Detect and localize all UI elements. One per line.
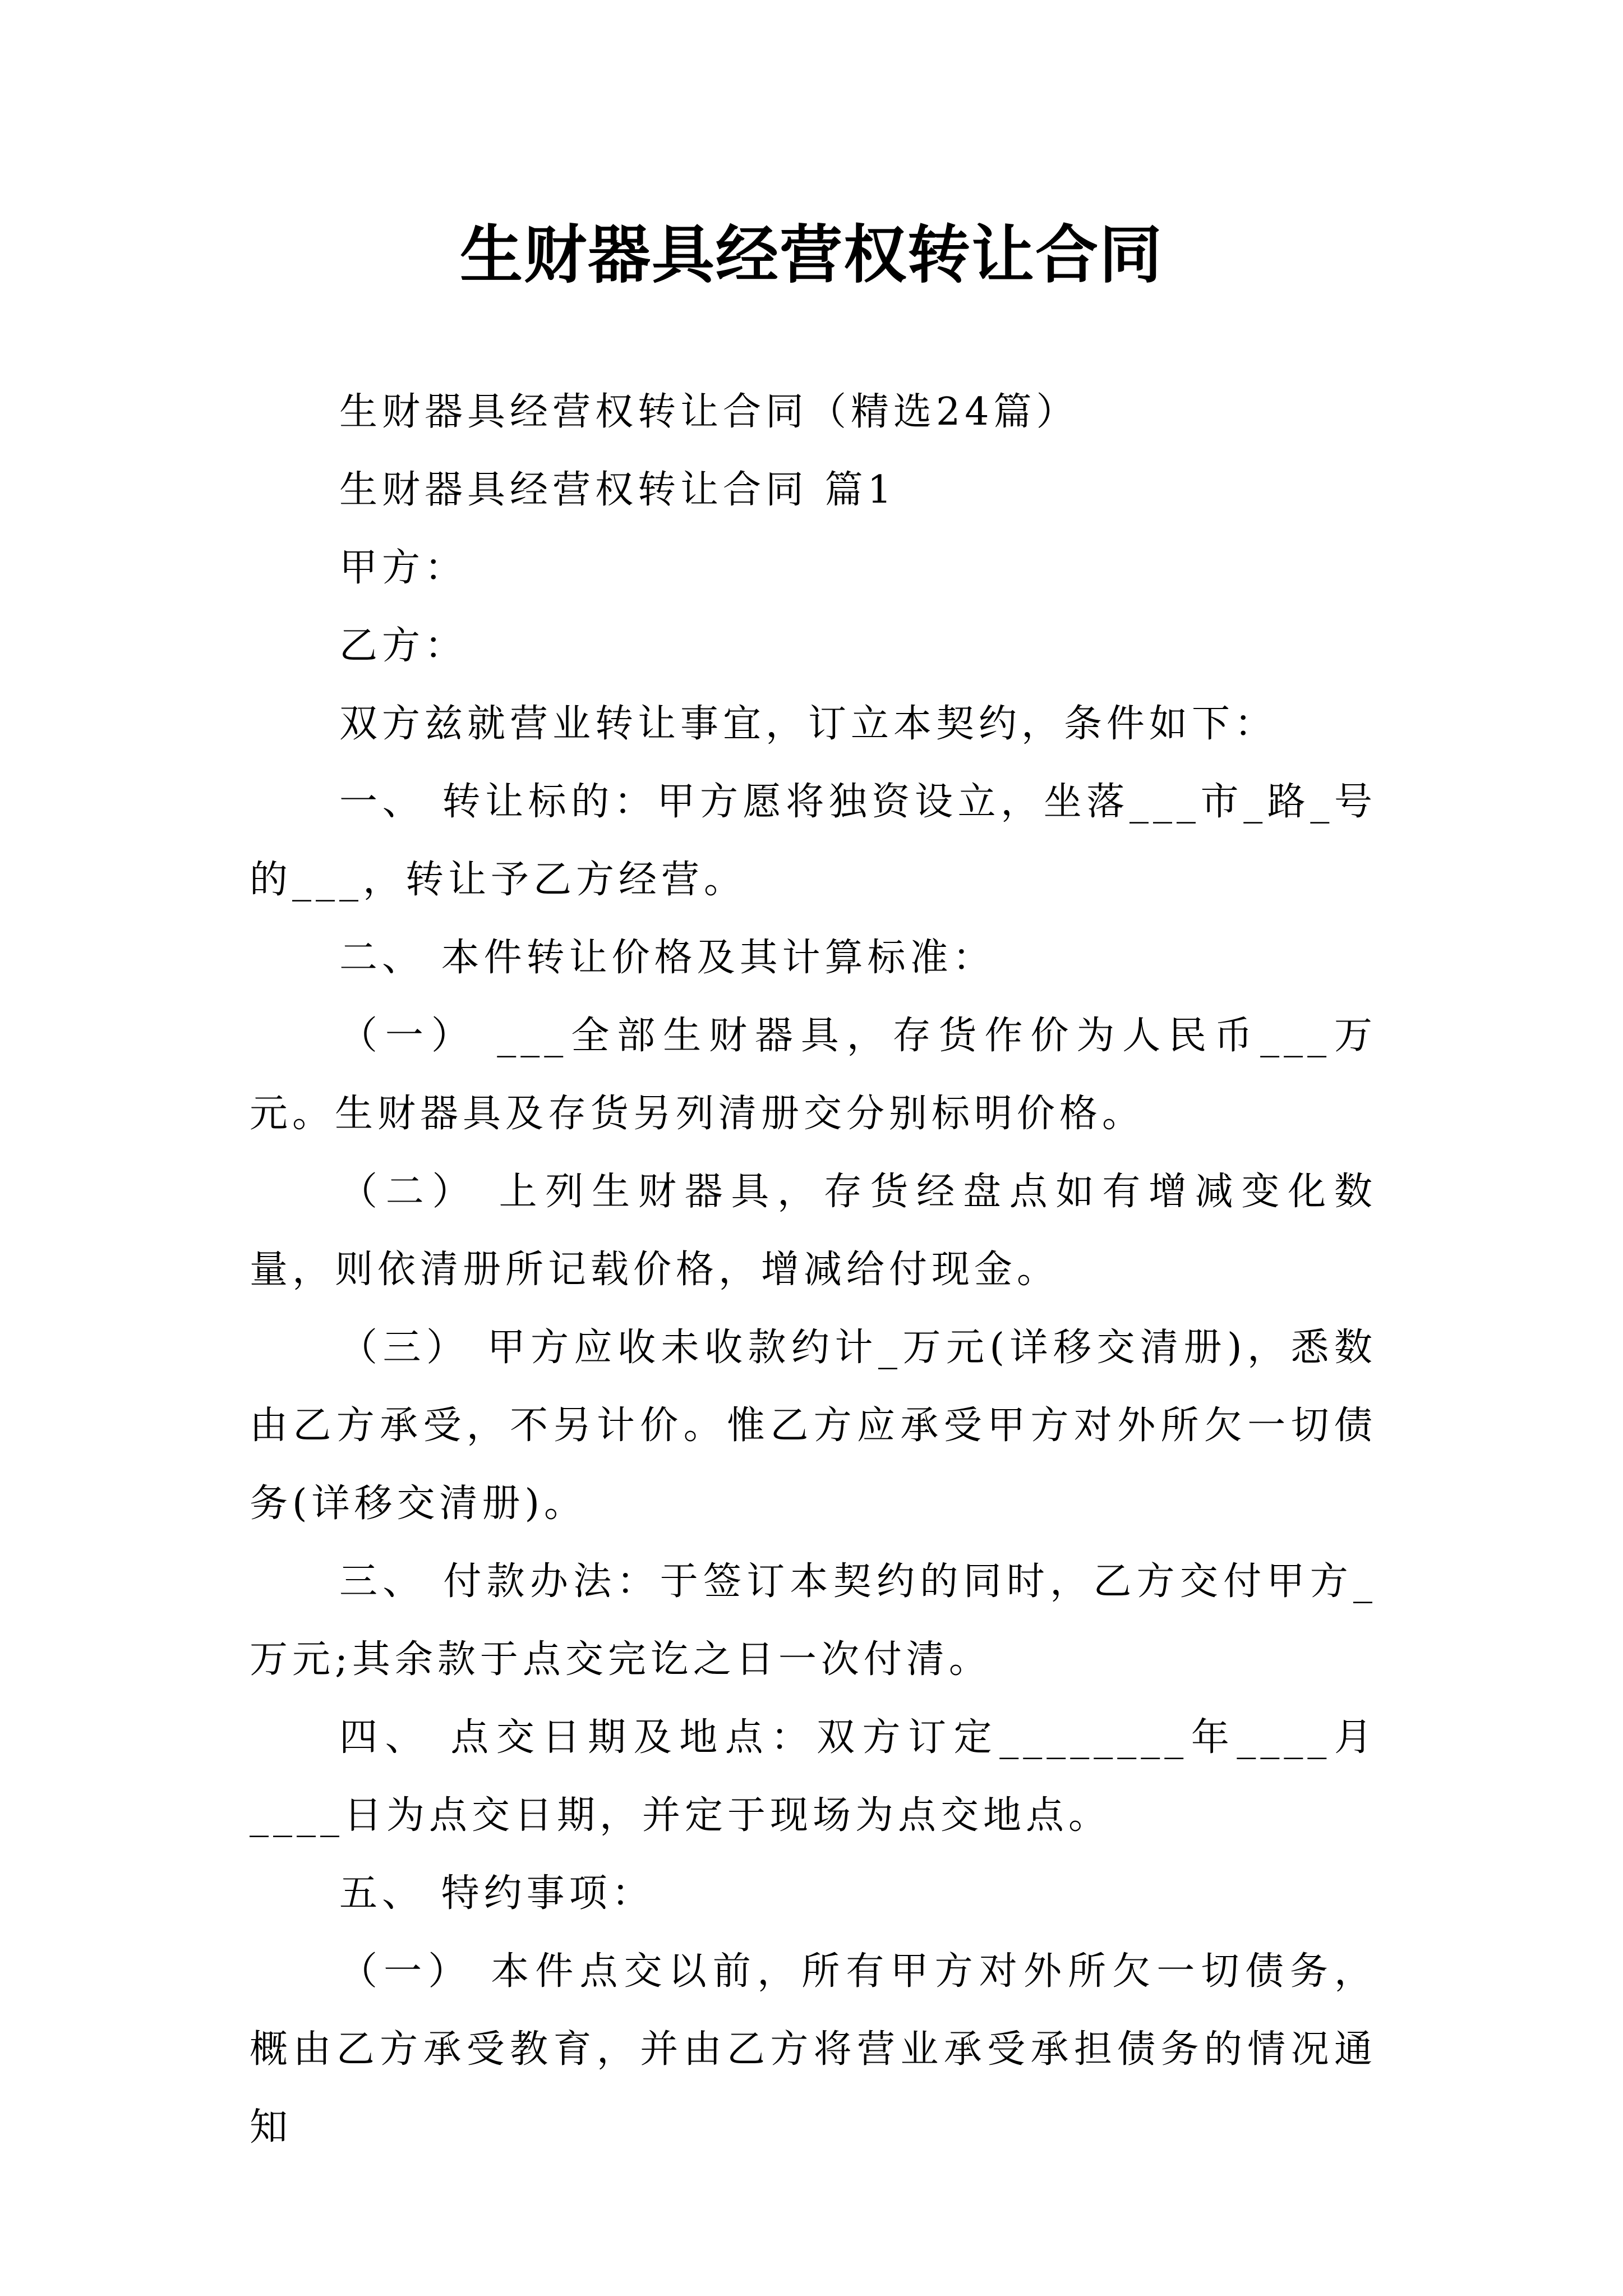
paragraph-party-b: 乙方： — [339, 624, 468, 668]
paragraph-clause-5: 五、 特约事项： — [339, 1871, 654, 1916]
paragraph-preamble: 双方兹就营业转让事宜，订立本契约，条件如下： — [339, 702, 1278, 746]
paragraph-clause-4: 四、 点交日期及地点：双方订定________年____月____日为点交日期，并定于现场为点交地点。 — [250, 1715, 1377, 1838]
paragraph-clause-2: 二、 本件转让价格及其计算标准： — [339, 936, 995, 980]
paragraph-section-heading: 生财器具经营权转让合同 篇1 — [339, 468, 896, 512]
paragraph-party-a: 甲方： — [339, 546, 468, 590]
paragraph-clause-5-1: （一） 本件点交以前，所有甲方对外所欠一切债务，概由乙方承受教育，并由乙方将营业承受承担债务的情况通知 — [250, 1949, 1377, 2150]
document-title: 生财器具经营权转让合同 — [460, 219, 1163, 292]
paragraph-clause-2-3: （三） 甲方应收未收款约计_万元(详移交清册)，悉数由乙方承受，不另计价。惟乙方应承受甲方对外所欠一切债务(详移交清册)。 — [250, 1326, 1377, 1526]
paragraph-subtitle: 生财器具经营权转让合同（精选24篇） — [339, 390, 1079, 434]
paragraph-clause-2-2: （二） 上列生财器具，存货经盘点如有增减变化数量，则依清册所记载价格，增减给付现金。 — [250, 1170, 1377, 1292]
document-body — [250, 373, 1377, 2166]
paragraph-clause-1: 一、 转让标的：甲方愿将独资设立，坐落___市_路_号的___，转让予乙方经营。 — [250, 780, 1377, 902]
paragraph-clause-2-1: （一） ___全部生财器具，存货作价为人民币___万元。生财器具及存货另列清册交分别标明价格。 — [250, 1014, 1377, 1136]
paragraph-clause-3: 三、 付款办法：于签订本契约的同时，乙方交付甲方_万元;其余款于点交完讫之日一次付清。 — [250, 1559, 1377, 1682]
